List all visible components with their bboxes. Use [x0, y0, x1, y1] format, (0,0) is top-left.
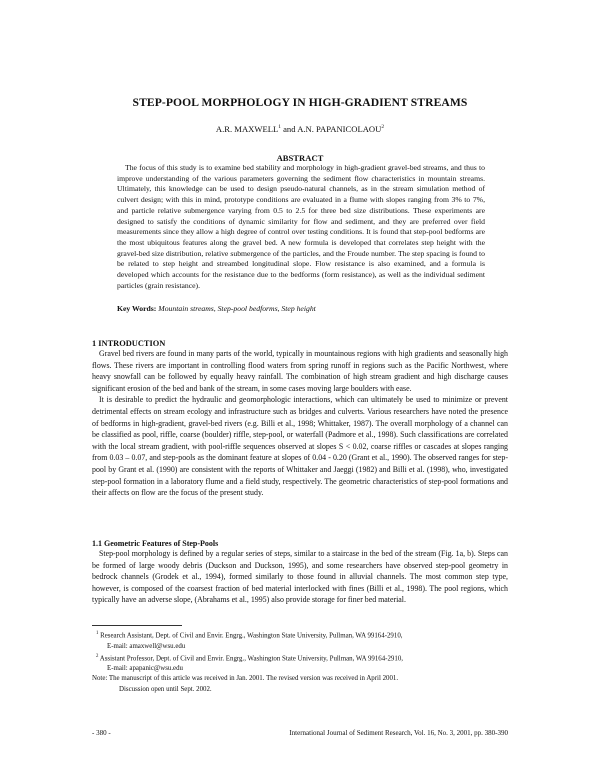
footnote-2-line1: Assistant Professor, Dept. of Civil and Envir. Engrg., Washington State University, Pullman, WA 99164-2910,: [99, 655, 403, 662]
manuscript-note-line2: Discussion open until Sept. 2002.: [119, 685, 212, 693]
page-number: - 380 -: [92, 729, 111, 737]
footnote-2-line2: E-mail: apapanic@wsu.edu: [107, 665, 183, 673]
author-conjunction: and: [280, 124, 298, 134]
author-2: A.N. PAPANICOLAOU: [297, 124, 382, 134]
footnote-1-mark: 1: [96, 631, 99, 636]
footnote-divider: [92, 625, 182, 626]
author-2-affiliation-mark: 2: [381, 124, 385, 131]
geometric-features-body: [92, 548, 508, 606]
abstract-text: The focus of this study is to examine bed stability and morphology in high-gradient gravel-bed streams, and thus to improve understanding of the various parameters governing the sediment flow characteristics in mountain streams. Ultimately, this knowledge can be used to design pseudo-natural channels, as in the stream simulation method of culvert design; with this in mind, prototype conditions are evaluated in a flume with slopes ranging from 3% to 7%, and particle relative submergence varying from 0.5 to 2.5 for three bed size distributions. These experiments are designed to satisfy the conditions of dynamic similarity for flow and sediment, and they are preferred over field measurements since they allow a high degree of control over testing conditions. It is found that step-pool bedforms are the most ubiquitous features along the gravel bed. A new formula is developed that correlates step height with the gravel-bed size distribution, relative submergence of the particles, and the Froude number. The step spacing is found to be related to step height and streambed longitudinal slope. Flow resistance is also examined, and a formula is developed which accounts for the resistance due to the bedforms (form resistance), as well as the individual sediment particles (grain resistance).: [117, 163, 485, 290]
paragraph: Gravel bed rivers are found in many parts of the world, typically in mountainous regions with high gradients and seasonally high flows. These rivers are important in controlling flood waters from spring runoff in regions such as the Pacific Northwest, where heavy snowfall can be followed by equally heavy rainfall. The combination of high stream gradient and high discharge causes significant erosion of the bed and bank of the stream, in some cases moving large boulders with ease.: [92, 349, 508, 393]
section-heading-geometric-features: 1.1 Geometric Features of Step-Pools: [92, 539, 219, 548]
abstract-heading: ABSTRACT: [276, 153, 324, 163]
footnote-1-line2: E-mail: amaxwell@wsu.edu: [107, 642, 186, 650]
footnotes: [92, 629, 508, 695]
paragraph: Step-pool morphology is defined by a regular series of steps, similar to a staircase in the bed of the stream (Fig. 1a, b). Steps can be formed of large woody debris (Duckson and Duckson, 1995), and some researchers have observed step-pool geometry in bedrock channels (Grodek et al., 1994), formed similarly to those found in alluvial channels. The most common step type, however, is composed of the coarsest fraction of bed material interlocked with fines (Billi et al., 1998). The pool regions, which typically have an adverse slope, (Abrahams et al., 1995) also provide storage for finer bed material.: [92, 549, 508, 605]
author-line: [0, 124, 600, 134]
author-1: A.R. MAXWELL: [215, 124, 279, 134]
footnote-1: [92, 629, 508, 642]
manuscript-note-line1: Note: The manuscript of this article was received in Jan. 2001. The revised version was received in April 2001.: [92, 675, 399, 683]
paragraph: It is desirable to predict the hydraulic and geomorphologic interactions, which can ultimately be used to minimize or prevent detrimental effects on stream ecology and infrastructure such as bridges and culverts. Various researchers have noted the presence of bedforms in high-gradient, gravel-bed rivers (e.g. Billi et al., 1998; Whittaker, 1987). The overall morphology of a channel can be classified as pool, riffle, coarse (boulder) riffle, step-pool, or waterfall (Padmore et al., 1998). Such classifications are correlated with the local stream gradient, with pool-riffle sequences observed at slopes S < 0.02, coarse riffles or cascades at slopes ranging from 0.03 – 0.07, and step-pools as the dominant feature at slopes of 0.04 - 0.20 (Grant et al., 1990). The observed ranges for step-pool by Grant et al. (1990) are consistent with the reports of Whittaker and Jaeggi (1982) and Billi et al. (1998), who, investigated step-pool formation in a laboratory flume and a field study, respectively. The geometric characteristics of step-pool formations and their affects on flow are the focus of the present study.: [92, 395, 508, 498]
paper-title: STEP-POOL MORPHOLOGY IN HIGH-GRADIENT STREAMS: [132, 96, 468, 109]
footnote-1-line1: Research Assistant, Dept. of Civil and Envir. Engrg., Washington State University, Pullman, WA 99164-2910,: [100, 632, 403, 640]
journal-citation: International Journal of Sediment Research, Vol. 16, No. 3, 2001, pp. 380-390: [289, 729, 508, 737]
keywords-value: Mountain streams, Step-pool bedforms, Step height: [158, 304, 316, 313]
keywords-label: Key Words:: [117, 304, 157, 313]
footnote-2: [92, 652, 508, 665]
footnote-2-mark: 2: [96, 653, 99, 659]
author-1-affiliation-mark: 1: [278, 124, 281, 131]
introduction-body: [92, 348, 508, 499]
keywords: [117, 304, 485, 313]
section-heading-introduction: 1 INTRODUCTION: [92, 339, 166, 348]
